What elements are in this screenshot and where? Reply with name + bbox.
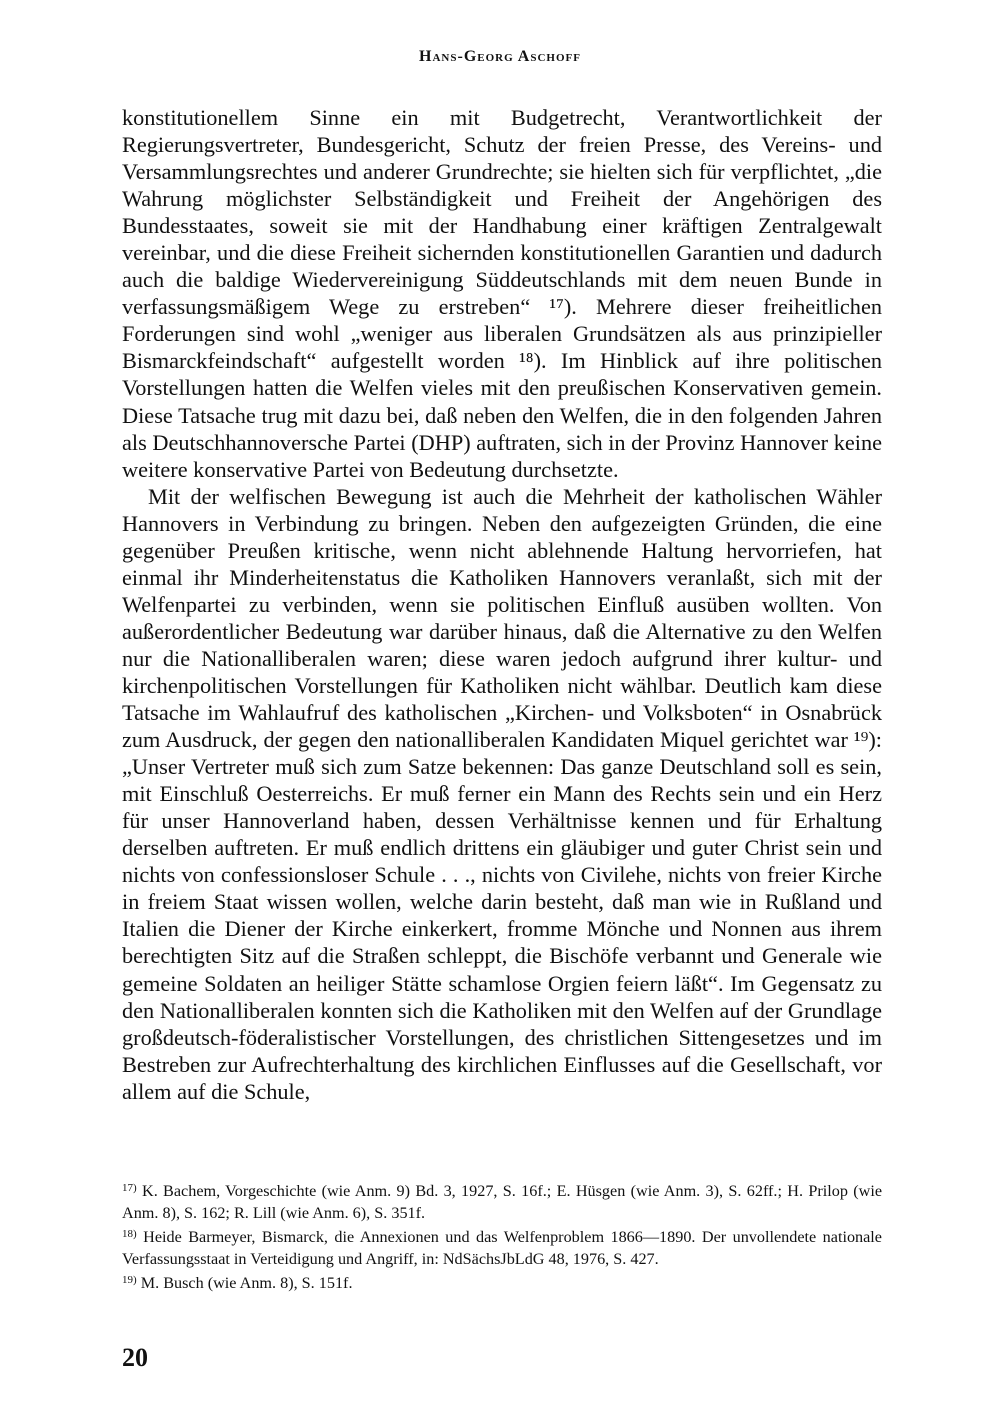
footnote-text: Heide Barmeyer, Bismarck, die Annexionen und das Welfenproblem 1866—1890. Der unvollendete nationale Verfassungsstaat in Verteidigung und Angriff, in: NdSächsJbLdG 48, 1976, S. 427. [122, 1228, 882, 1268]
footnote-mark: 19) [122, 1274, 137, 1286]
footnotes [122, 1178, 882, 1295]
footnote-mark: 18) [122, 1228, 137, 1240]
footnote-19 [122, 1270, 882, 1295]
footnote-mark: 17) [122, 1182, 137, 1194]
footnote-text: M. Busch (wie Anm. 8), S. 151f. [140, 1274, 353, 1292]
paragraph-2: Mit der welfischen Bewegung ist auch die Mehrheit der katholischen Wähler Hannovers in Verbindung zu bringen. Neben den aufgezeigten Gründen, die eine gegenüber Preußen kritische, wenn nicht ablehnende Haltung hervorriefen, hat einmal ihr Minderheitenstatus die Katholiken Hannovers veranlaßt, sich mit der Welfenpartei zu verbinden, wenn sie politischen Einfluß ausüben wollten. Von außerordentlicher Bedeutung war darüber hinaus, daß die Alternative zu den Welfen nur die Nationalliberalen waren; diese waren jedoch aufgrund ihrer kultur- und kirchenpolitischen Vorstellungen für Katholiken nicht wählbar. Deutlich kam diese Tatsache im Wahlaufruf des katholischen „Kirchen- und Volksboten“ in Osnabrück zum Ausdruck, der gegen den nationalliberalen Kandidaten Miquel gerichtet war ¹⁹): „Unser Vertreter muß sich zum Satze bekennen: Das ganze Deutschland soll es sein, mit Einschluß Oesterreichs. Er muß ferner ein Mann des Rechts sein und ein Herz für unser Hannoverland haben, dessen Verhältnisse kennen und für Erhaltung derselben auftreten. Er muß endlich drittens ein gläubiger und guter Christ sein und nichts von confessionsloser Schule . . ., nichts von Civilehe, nichts von freier Kirche in freiem Staat wissen wollen, welche darin besteht, daß man wie in Rußland und Italien die Diener der Kirche einkerkert, fromme Mönche und Nonnen aus ihrem berechtigten Sitz auf die Straßen schleppt, die Bischöfe verbannt und Generale wie gemeine Soldaten an heiliger Stätte schamlose Orgien feiern läßt“. Im Gegensatz zu den Nationalliberalen konnten sich die Katholiken mit den Welfen auf der Grundlage großdeutsch-föderalistischer Vorstellungen, des christlichen Sittengesetzes und im Bestreben zur Aufrechterhaltung des kirchlichen Einflusses auf die Gesellschaft, vor allem auf die Schule, [122, 483, 882, 1104]
running-head: Hans-Georg Aschoff [419, 48, 581, 65]
footnote-text: K. Bachem, Vorgeschichte (wie Anm. 9) Bd. 3, 1927, S. 16f.; E. Hüsgen (wie Anm. 3), S. 62ff.; H. Prilop (wie Anm. 8), S. 162; R. Lill (wie Anm. 6), S. 351f. [122, 1182, 883, 1222]
paragraph-1: konstitutionellem Sinne ein mit Budgetrecht, Verantwortlichkeit der Regierungsvertreter, Bundesgericht, Schutz der freien Presse, des Vereins- und Versammlungsrechtes und anderer Grundrechte; sie hielten sich für verpflichtet, „die Wahrung möglichster Selbständigkeit und Freiheit der Angehörigen des Bundesstaates, soweit sie mit der Handhabung einer kräftigen Zentralgewalt vereinbar, und die diese Freiheit sichernden konstitutionellen Garantien und dadurch auch die baldige Wiedervereinigung Süddeutschlands mit dem neuen Bunde in verfassungsmäßigem Wege zu erstreben“ ¹⁷). Mehrere dieser freiheitlichen Forderungen sind wohl „weniger aus liberalen Grundsätzen als aus prinzipieller Bismarckfeindschaft“ aufgestellt worden ¹⁸). Im Hinblick auf ihre politischen Vorstellungen hatten die Welfen vieles mit den preußischen Konservativen gemein. Diese Tatsache trug mit dazu bei, daß neben den Welfen, die in den folgenden Jahren als Deutschhannoversche Partei (DHP) auftraten, sich in der Provinz Hannover keine weitere konservative Partei von Bedeutung durchsetzte. [122, 105, 882, 482]
footnote-17 [122, 1178, 882, 1224]
page-number: 20 [122, 1343, 148, 1372]
body-text [122, 104, 882, 1105]
footnote-18 [122, 1224, 882, 1270]
